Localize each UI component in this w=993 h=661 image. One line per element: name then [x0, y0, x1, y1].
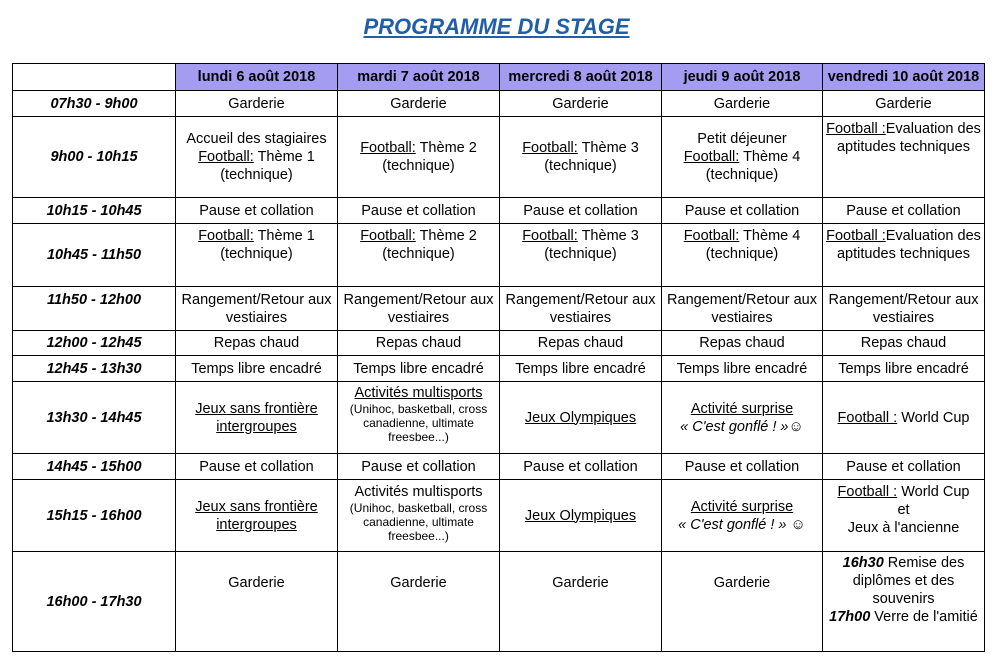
- table-row: [13, 454, 985, 480]
- activity-cell: Garderie: [662, 552, 823, 652]
- activite-surprise-text: Activité surprise: [690, 498, 794, 515]
- activity-cell: [176, 480, 338, 552]
- activity-cell: [176, 117, 338, 198]
- cest-gonfle-text: « C'est gonflé ! »: [680, 418, 789, 435]
- activity-cell: [823, 480, 985, 552]
- activity-cell: Rangement/Retour aux vestiaires: [823, 287, 985, 331]
- activity-cell: Rangement/Retour aux vestiaires: [662, 287, 823, 331]
- day-header: lundi 6 août 2018: [176, 64, 338, 91]
- activity-cell: [823, 552, 985, 652]
- football-label: Football:: [360, 140, 416, 156]
- time-slot: 14h45 - 15h00: [13, 454, 176, 480]
- activity-cell: Pause et collation: [823, 454, 985, 480]
- activity-cell: Temps libre encadré: [338, 356, 500, 382]
- activity-cell: Repas chaud: [662, 331, 823, 356]
- football-label: Football:: [198, 228, 254, 244]
- football-label: Football :: [826, 228, 886, 244]
- activity-cell: Temps libre encadré: [176, 356, 338, 382]
- activity-cell: Rangement/Retour aux vestiaires: [176, 287, 338, 331]
- time-slot: 11h50 - 12h00: [13, 287, 176, 331]
- remise-text: Remise des diplômes et des souvenirs: [852, 555, 965, 607]
- football-label: Football :: [837, 484, 898, 500]
- verre-text: Verre de l'amitié: [870, 609, 978, 625]
- activity-cell: Pause et collation: [338, 198, 500, 224]
- table-row: [13, 198, 985, 224]
- activity-cell: Temps libre encadré: [662, 356, 823, 382]
- table-row: [13, 117, 985, 198]
- theme-text: Thème 4: [739, 149, 801, 165]
- activity-cell: Pause et collation: [662, 198, 823, 224]
- multi-detail-text: (Unihoc, basketball, cross canadienne, ultimate freesbee...): [349, 501, 488, 543]
- activity-cell: Pause et collation: [176, 198, 338, 224]
- petit-dej-text: Petit déjeuner: [697, 131, 787, 147]
- activity-cell: [500, 480, 662, 552]
- activity-cell: Repas chaud: [500, 331, 662, 356]
- smiley-icon: ☺: [788, 417, 804, 435]
- activity-cell: Garderie: [500, 552, 662, 652]
- header-row: [13, 64, 985, 91]
- activity-cell: [338, 224, 500, 287]
- activite-surprise-text: Activité surprise: [690, 400, 794, 417]
- et-text: et: [897, 502, 910, 518]
- activity-cell: Pause et collation: [176, 454, 338, 480]
- table-row: [13, 356, 985, 382]
- activity-cell: [662, 382, 823, 454]
- activity-cell: Garderie: [338, 91, 500, 117]
- day-header: jeudi 9 août 2018: [662, 64, 823, 91]
- theme-text: Thème 2: [415, 228, 477, 244]
- activity-cell: Pause et collation: [338, 454, 500, 480]
- activites-multi-text: Activités multisports: [354, 484, 483, 500]
- activity-cell: Repas chaud: [338, 331, 500, 356]
- football-label: Football:: [522, 140, 578, 156]
- theme-text: Thème 3: [577, 228, 639, 244]
- activity-cell: Repas chaud: [823, 331, 985, 356]
- time-slot: 15h15 - 16h00: [13, 480, 176, 552]
- activity-cell: Pause et collation: [823, 198, 985, 224]
- theme-text: Thème 1: [253, 149, 315, 165]
- evaluation-text: Evaluation des aptitudes techniques: [836, 121, 981, 155]
- activity-cell: [338, 117, 500, 198]
- table-row: [13, 552, 985, 652]
- activity-cell: Garderie: [500, 91, 662, 117]
- football-label: Football:: [522, 228, 578, 244]
- activity-cell: Temps libre encadré: [823, 356, 985, 382]
- activity-cell: Garderie: [176, 91, 338, 117]
- football-label: Football :: [826, 121, 886, 137]
- activity-cell: [500, 382, 662, 454]
- activity-cell: Pause et collation: [500, 454, 662, 480]
- football-label: Football:: [360, 228, 416, 244]
- activites-multi-text: Activités multisports: [354, 385, 483, 401]
- remise-time: 16h30: [842, 555, 884, 571]
- activity-cell: [662, 224, 823, 287]
- multi-detail-text: (Unihoc, basketball, cross canadienne, ultimate freesbee...): [349, 402, 488, 444]
- accueil-text: Accueil des stagiaires: [186, 131, 327, 147]
- activity-cell: Garderie: [662, 91, 823, 117]
- table-row: [13, 331, 985, 356]
- activity-cell: [823, 224, 985, 287]
- activity-cell: Pause et collation: [500, 198, 662, 224]
- jeux-frontiere-text: Jeux sans frontière intergroupes: [195, 400, 318, 435]
- activity-cell: Rangement/Retour aux vestiaires: [338, 287, 500, 331]
- theme-text: Thème 1: [253, 228, 315, 244]
- time-slot: 10h45 - 11h50: [13, 224, 176, 287]
- jeux-ancienne-text: Jeux à l'ancienne: [847, 520, 960, 536]
- technique-text: (technique): [544, 246, 617, 262]
- football-label: Football :: [837, 409, 898, 426]
- theme-text: Thème 2: [415, 140, 477, 156]
- activity-cell: Pause et collation: [662, 454, 823, 480]
- jeux-olympiques-text: Jeux Olympiques: [524, 409, 637, 426]
- cest-gonfle-text: « C'est gonflé ! »: [678, 516, 787, 533]
- football-label: Football:: [683, 228, 740, 244]
- verre-time: 17h00: [829, 609, 871, 625]
- activity-cell: Repas chaud: [176, 331, 338, 356]
- activity-cell: [176, 382, 338, 454]
- time-slot: 10h15 - 10h45: [13, 198, 176, 224]
- activity-cell: [823, 382, 985, 454]
- jeux-olympiques-text: Jeux Olympiques: [524, 507, 637, 524]
- activity-cell: Temps libre encadré: [500, 356, 662, 382]
- time-slot: 12h00 - 12h45: [13, 331, 176, 356]
- theme-text: Thème 3: [577, 140, 639, 156]
- world-cup-text: World Cup: [897, 484, 970, 500]
- smiley-icon: ☺: [790, 515, 806, 533]
- time-slot: 9h00 - 10h15: [13, 117, 176, 198]
- activity-cell: [662, 480, 823, 552]
- day-header: mercredi 8 août 2018: [500, 64, 662, 91]
- technique-text: (technique): [544, 158, 617, 174]
- technique-text: (technique): [220, 246, 293, 262]
- corner-cell: [13, 64, 176, 91]
- technique-text: (technique): [382, 246, 455, 262]
- activity-cell: [500, 224, 662, 287]
- activity-cell: Rangement/Retour aux vestiaires: [500, 287, 662, 331]
- table-row: [13, 224, 985, 287]
- activity-cell: [823, 117, 985, 198]
- table-row: [13, 91, 985, 117]
- football-label: Football:: [198, 149, 254, 165]
- time-slot: 12h45 - 13h30: [13, 356, 176, 382]
- technique-text: (technique): [705, 246, 779, 262]
- time-slot: 16h00 - 17h30: [13, 552, 176, 652]
- theme-text: Thème 4: [739, 228, 801, 244]
- technique-text: (technique): [705, 167, 779, 183]
- activity-cell: [338, 382, 500, 454]
- page-title: PROGRAMME DU STAGE: [363, 14, 630, 39]
- activity-cell: [338, 480, 500, 552]
- day-header: mardi 7 août 2018: [338, 64, 500, 91]
- day-header: vendredi 10 août 2018: [823, 64, 985, 91]
- schedule-table: [12, 63, 985, 652]
- activity-cell: Garderie: [338, 552, 500, 652]
- technique-text: (technique): [382, 158, 455, 174]
- world-cup-text: World Cup: [897, 409, 970, 426]
- time-slot: 13h30 - 14h45: [13, 382, 176, 454]
- table-row: [13, 382, 985, 454]
- football-label: Football:: [683, 149, 740, 165]
- jeux-frontiere-text: Jeux sans frontière intergroupes: [195, 498, 318, 533]
- evaluation-text: Evaluation des aptitudes techniques: [836, 228, 981, 262]
- activity-cell: [662, 117, 823, 198]
- activity-cell: [176, 224, 338, 287]
- time-slot: 07h30 - 9h00: [13, 91, 176, 117]
- table-row: [13, 287, 985, 331]
- technique-text: (technique): [220, 167, 293, 183]
- table-row: [13, 480, 985, 552]
- activity-cell: Garderie: [176, 552, 338, 652]
- activity-cell: [500, 117, 662, 198]
- activity-cell: Garderie: [823, 91, 985, 117]
